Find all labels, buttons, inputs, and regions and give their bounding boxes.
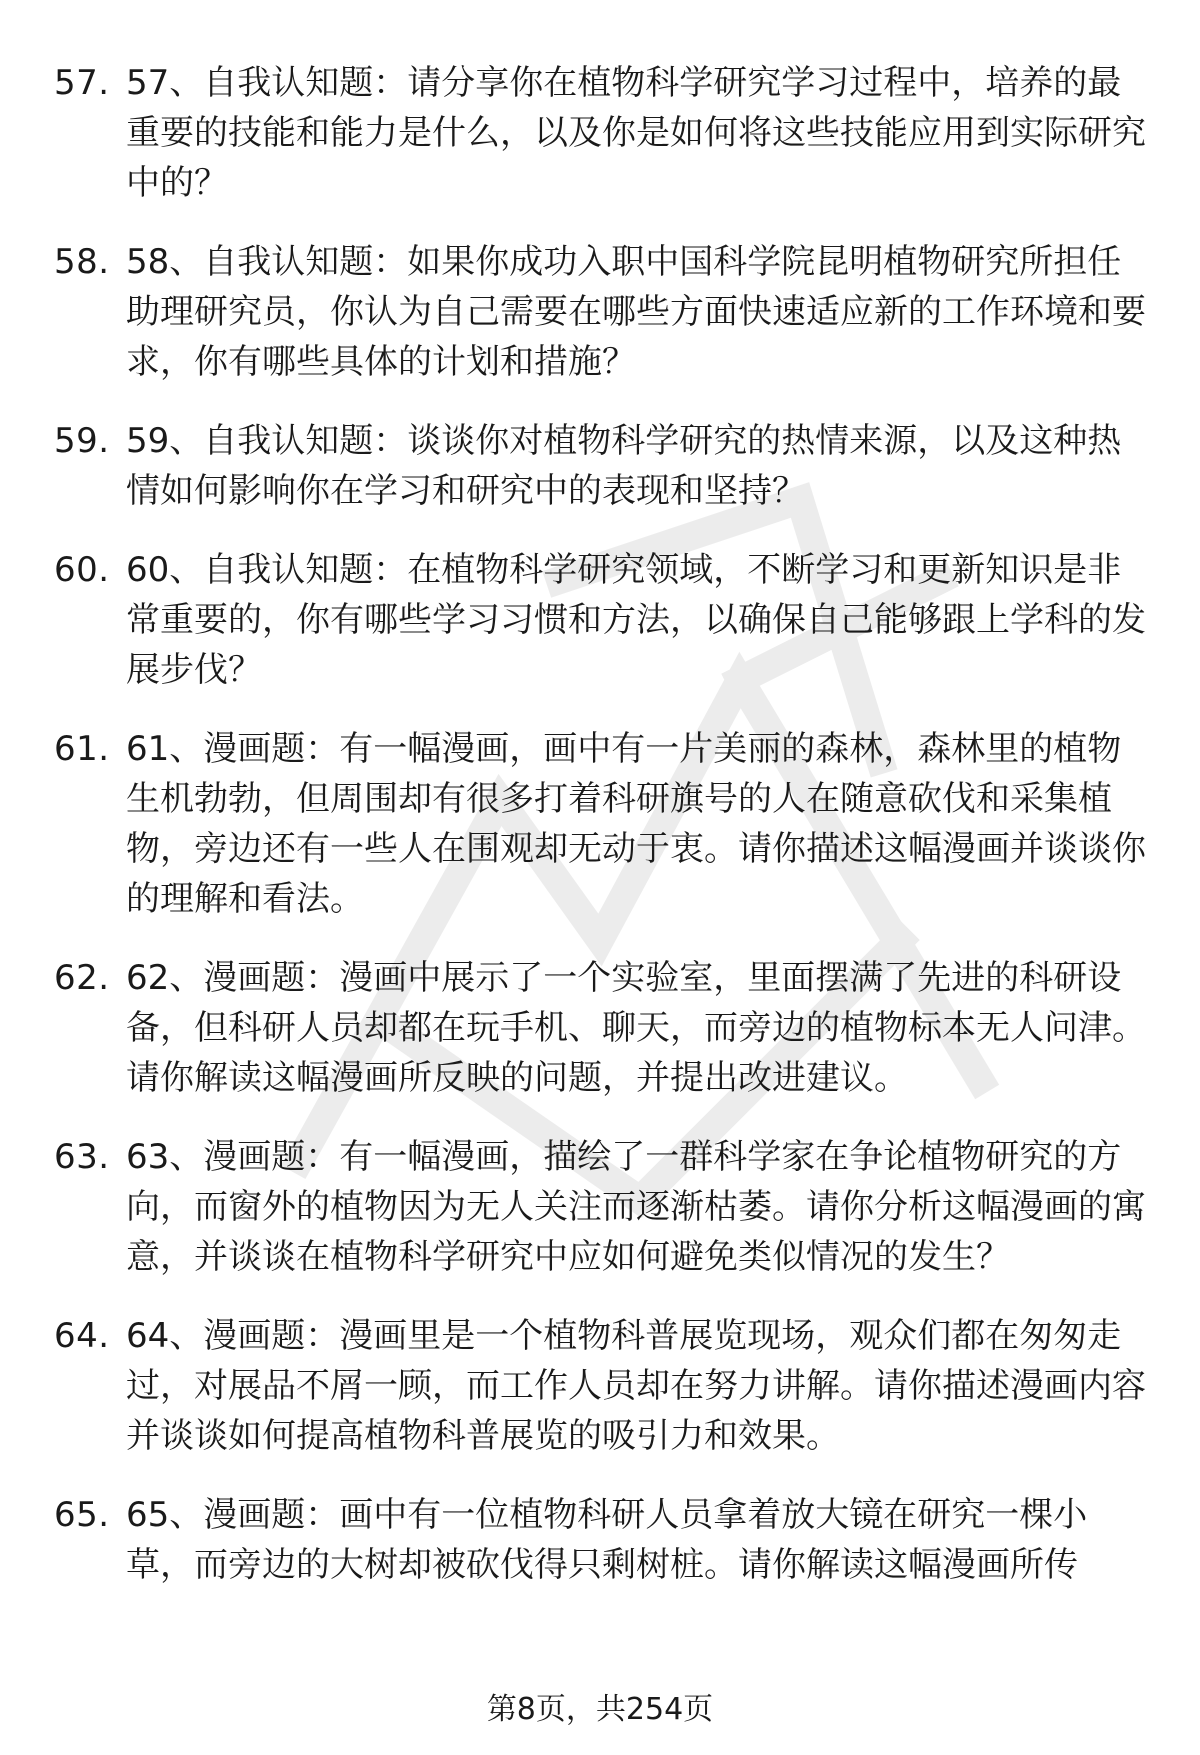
list-item <box>54 58 1154 208</box>
question-list <box>54 58 1154 1619</box>
question-number: 61. <box>54 729 110 769</box>
question-number: 60. <box>54 550 110 590</box>
question-number: 63. <box>54 1137 110 1177</box>
question-number: 62. <box>54 958 110 998</box>
list-item <box>54 1490 1154 1590</box>
page-footer: 第8页，共254页 <box>486 1692 714 1727</box>
question-text: 64、漫画题：漫画里是一个植物科普展览现场，观众们都在匆匆走过，对展品不屑一顾，而工作人员却在努力讲解。请你描述漫画内容并谈谈如何提高植物科普展览的吸引力和效果。 <box>126 1316 1146 1456</box>
list-item <box>54 1311 1154 1461</box>
list-item <box>54 237 1154 387</box>
question-number: 58. <box>54 242 110 282</box>
question-text: 65、漫画题：画中有一位植物科研人员拿着放大镜在研究一棵小草，而旁边的大树却被砍伐得只剩树桩。请你解读这幅漫画所传 <box>126 1495 1088 1585</box>
question-number: 59. <box>54 421 110 461</box>
question-text: 58、自我认知题：如果你成功入职中国科学院昆明植物研究所担任助理研究员，你认为自己需要在哪些方面快速适应新的工作环境和要求，你有哪些具体的计划和措施？ <box>126 242 1146 382</box>
question-number: 57. <box>54 63 110 103</box>
question-text: 57、自我认知题：请分享你在植物科学研究学习过程中，培养的最重要的技能和能力是什么，以及你是如何将这些技能应用到实际研究中的？ <box>126 63 1146 203</box>
question-text: 59、自我认知题：谈谈你对植物科学研究的热情来源，以及这种热情如何影响你在学习和研究中的表现和坚持？ <box>126 421 1122 511</box>
list-item <box>54 724 1154 924</box>
question-text: 63、漫画题：有一幅漫画，描绘了一群科学家在争论植物研究的方向，而窗外的植物因为无人关注而逐渐枯萎。请你分析这幅漫画的寓意，并谈谈在植物科学研究中应如何避免类似情况的发生？ <box>126 1137 1146 1277</box>
question-number: 65. <box>54 1495 110 1535</box>
list-item <box>54 1132 1154 1282</box>
question-text: 61、漫画题：有一幅漫画，画中有一片美丽的森林，森林里的植物生机勃勃，但周围却有很多打着科研旗号的人在随意砍伐和采集植物，旁边还有一些人在围观却无动于衷。请你描述这幅漫画并谈谈你的理解和看法。 <box>126 729 1146 919</box>
list-item <box>54 953 1154 1103</box>
list-item <box>54 545 1154 695</box>
question-number: 64. <box>54 1316 110 1356</box>
list-item <box>54 416 1154 516</box>
question-text: 62、漫画题：漫画中展示了一个实验室，里面摆满了先进的科研设备，但科研人员却都在玩手机、聊天，而旁边的植物标本无人问津。请你解读这幅漫画所反映的问题，并提出改进建议。 <box>126 958 1146 1098</box>
question-text: 60、自我认知题：在植物科学研究领域，不断学习和更新知识是非常重要的，你有哪些学习习惯和方法，以确保自己能够跟上学科的发展步伐？ <box>126 550 1146 690</box>
